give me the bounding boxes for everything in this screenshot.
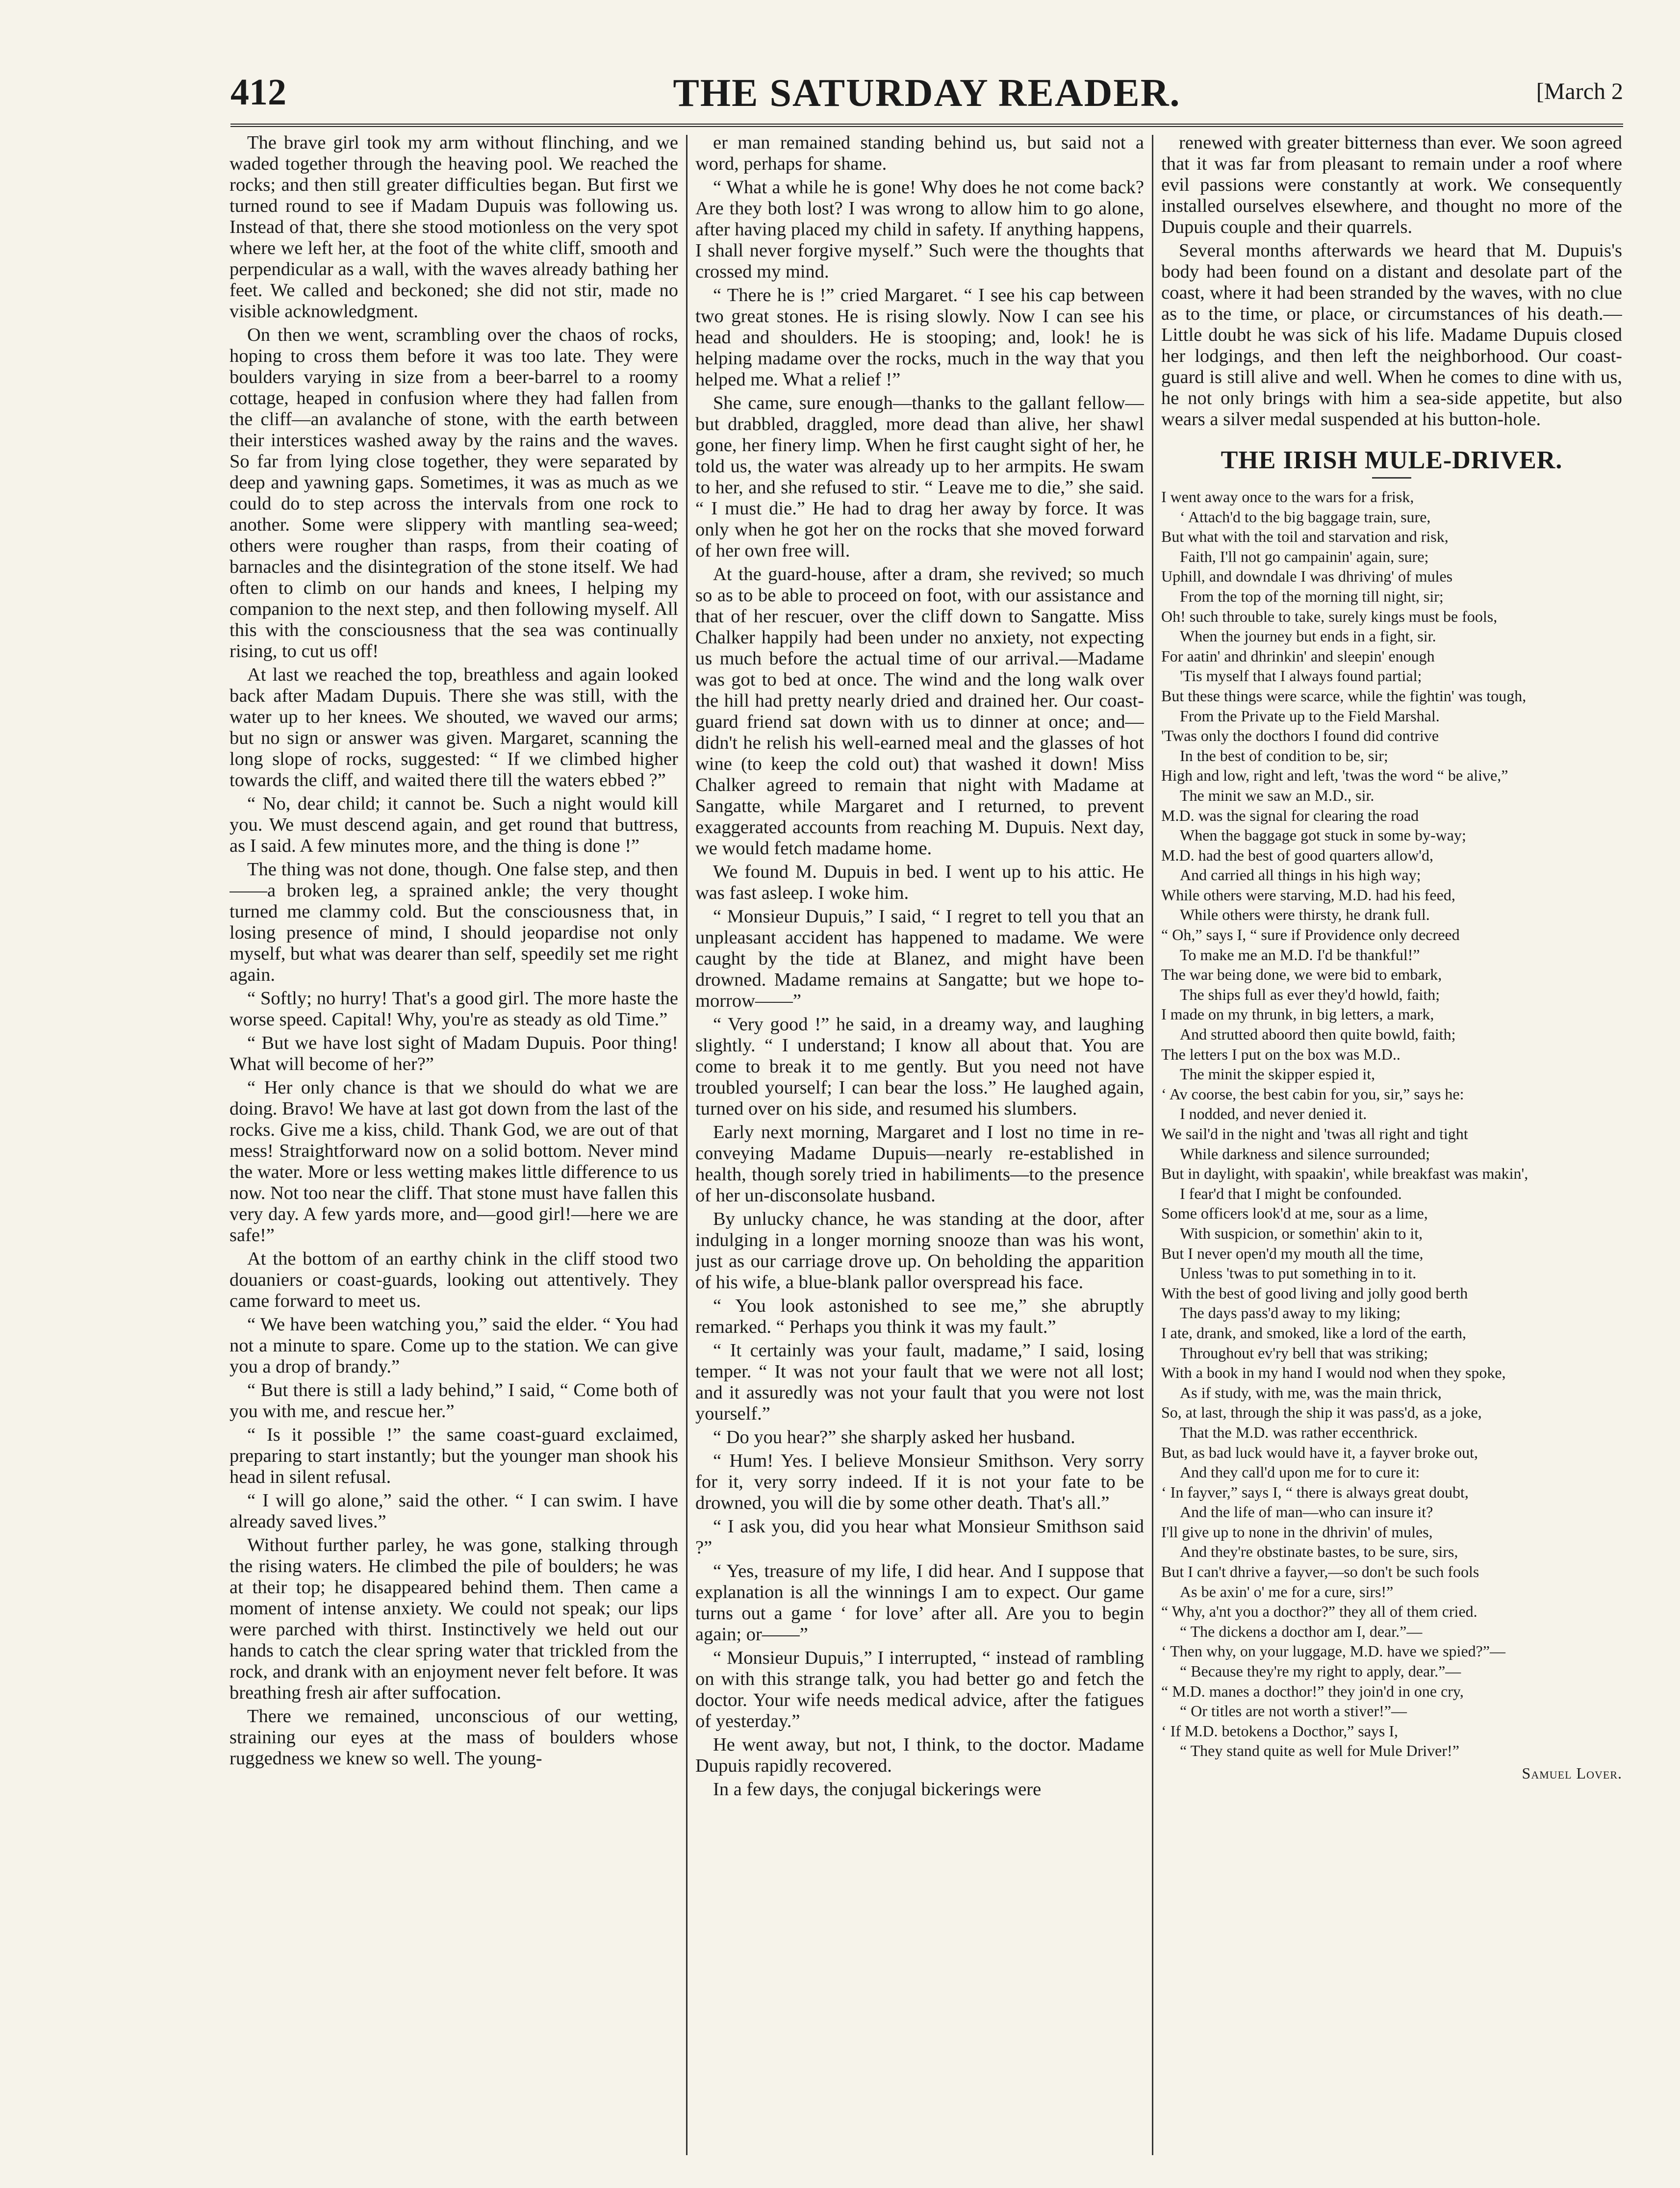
column-left [229,132,678,2163]
poem-line: Unless 'twas to put something in to it. [1180,1264,1417,1282]
poem-line: I fear'd that I might be confounded. [1180,1184,1402,1202]
poem-line: “ Because they're my right to apply, dear.”— [1180,1662,1461,1680]
poem-line: In the best of condition to be, sir; [1180,746,1388,764]
paragraph: The thing was not done, though. One false step, and then——a broken leg, a sprained ankle; the very thought turned me clammy cold. But the consciousness that, in losing presence of mind, I should jeopardise not only myself, but what was dearer than self, speedily set me right again. [229,859,678,985]
poem-line: Faith, I'll not go campainin' again, sure; [1180,547,1429,565]
poem-line: The war being done, we were bid to embark, [1161,966,1442,984]
paragraph: “ We have been watching you,” said the elder. “ You had not a minute to spare. Come up to the station. We can give you a drop of brandy.” [229,1314,678,1377]
paragraph: “ What a while he is gone! Why does he not come back? Are they both lost? I was wrong to allow him to go alone, after having placed my child in safety. If anything happens, I shall never forgive myself.” Such were the thoughts that crossed my mind. [695,177,1144,282]
paragraph: “ I will go alone,” said the other. “ I can swim. I have already saved lives.” [229,1490,678,1532]
title-divider [1372,477,1411,479]
poem-line: The days pass'd away to my liking; [1180,1304,1401,1322]
paragraph: In a few days, the conjugal bickerings were [713,1779,1042,1800]
poem-line: Oh! such throuble to take, surely kings must be fools, [1161,607,1498,625]
publication-title: THE SATURDAY READER. [673,72,1181,115]
poem-line: And the life of man—who can insure it? [1180,1503,1433,1521]
poem-line: 'Twas only the docthors I found did contrive [1161,727,1439,745]
poem-line: We sail'd in the night and 'twas all right and tight [1161,1125,1468,1143]
paragraph: “ No, dear child; it cannot be. Such a night would kill you. We must descend again, and get round that buttress, as I said. A few minutes more, and the thing is done !” [229,793,678,856]
poem-line: And strutted aboord then quite bowld, faith; [1180,1025,1456,1043]
poem-line: As be axin' o' me for a cure, sirs!” [1180,1582,1394,1601]
paragraph: Early next morning, Margaret and I lost no time in re-conveying Madame Dupuis—nearly re-established in health, though sorely tried in habiliments—to the presence of her un-disconsolate husband. [695,1122,1144,1206]
poem-line: I nodded, and never denied it. [1180,1105,1367,1123]
poem-line: For aatin' and dhrinkin' and sleepin' enough [1161,647,1435,665]
poem-line: The letters I put on the box was M.D.. [1161,1045,1400,1063]
paragraph: “ Very good !” he said, in a dreamy way, and laughing slightly. “ I understand; I know all about that. You are come to break it to me gently. But you need not have troubled yourself; I can bear the loss.” He laughed again, turned over on his side, and resumed his slumbers. [695,1014,1144,1119]
page-header [230,71,1623,125]
paragraph: “ I ask you, did you hear what Monsieur Smithson said ?” [695,1516,1144,1558]
paragraph: “ It certainly was your fault, madame,” I said, losing temper. “ It was not your fault that we were not all lost; and it assuredly was not your fault that you were not lost yourself.” [695,1340,1144,1424]
poem-line: “ M.D. manes a docthor!” they join'd in one cry, [1161,1682,1464,1700]
poem-line: I'll give up to none in the dhrivin' of mules, [1161,1523,1433,1541]
column-divider [1152,135,1153,2155]
poem-line: While others were starving, M.D. had his feed, [1161,886,1455,904]
column-right [1161,132,1622,2163]
poem-line: High and low, right and left, 'twas the word “ be alive,” [1161,766,1508,785]
poem-line: Some officers look'd at me, sour as a lime, [1161,1204,1428,1222]
paragraph: “ Her only chance is that we should do what we are doing. Bravo! We have at last got down from the last of the rocks. Give me a kiss, child. Thank God, we are out of that mess! Straightforward now on a solid bottom. Never mind the water. More or less wetting makes little difference to us now. Not too near the cliff. That stone must have fallen this very day. A few yards more, and—good girl!—here we are safe!” [229,1077,678,1246]
poem-line: With suspicion, or somethin' akin to it, [1180,1224,1423,1242]
poem-line: But these things were scarce, while the fightin' was tough, [1161,687,1527,705]
poem-line: ‘ In fayver,” says I, “ there is always great doubt, [1161,1483,1469,1501]
poem-line: And they call'd upon me for to cure it: [1180,1463,1420,1481]
poem-title: THE IRISH MULE-DRIVER. [1221,446,1563,474]
poem-line: With the best of good living and jolly good berth [1161,1284,1468,1302]
poem-line: As if study, with me, was the main thrick, [1180,1383,1442,1401]
poem-line: “ Or titles are not worth a stiver!”— [1180,1702,1407,1720]
poem-line: While others were thirsty, he drank full. [1180,906,1430,924]
story-conclusion [1161,132,1622,430]
column-divider [686,135,687,2155]
poem-line: While darkness and silence surrounded; [1180,1145,1430,1163]
poem-line: When the journey but ends in a fight, sir. [1180,627,1436,645]
page-number: 412 [230,72,286,113]
poem-line: ‘ If M.D. betokens a Docthor,” says I, [1161,1722,1399,1740]
paragraph: “ Yes, treasure of my life, I did hear. And I suppose that explanation is all the winnings I am to expect. Our game turns out a game ‘ for love’ after all. Are you to begin again; or——” [695,1561,1144,1645]
poem-line: “ The dickens a docthor am I, dear.”— [1180,1622,1423,1640]
paragraph: On then we went, scrambling over the chaos of rocks, hoping to cross them before it was too late. They were boulders varying in size from a beer-barrel to a roomy cottage, heaped in confusion where they had fallen from the cliff—an avalanche of stone, with the earth between their interstices washed away by the rains and the waves. So far from lying close together, they were separated by deep and yawning gaps. Sometimes, it was as much as we could do to step across the intervals from one rock to another. Some were slippery with mantling sea-weed; others were rougher than rasps, from their coating of barnacles and the disintegration of the stone itself. We had often to climb on our hands and knees, I helping my companion to the next step, and then following myself. All this with the consciousness that the sea was continually rising, to cut us off! [229,325,678,661]
poem-line: But, as bad luck would have it, a fayver broke out, [1161,1443,1478,1461]
poem-line: ‘ Attach'd to the big baggage train, sure, [1180,508,1431,526]
header-rule [230,124,1623,127]
paragraph: Several months afterwards we heard that M. Dupuis's body had been found on a distant and desolate part of the coast, where it had been stranded by the waves, with no clue as to the time, or place, or circumstances of his death.—Little doubt he was sick of his life. Madame Dupuis closed her lodgings, and then left the neighborhood. Our coast-guard is still alive and well. When he comes to dine with us, he not only brings with him a sea-side appetite, but also wears a silver medal suspended at his button-hole. [1161,240,1622,430]
paragraph: “ But there is still a lady behind,” I said, “ Come both of you with me, and rescue her.” [229,1380,678,1422]
poem-line: From the Private up to the Field Marshal. [1180,707,1440,725]
poem-line: I went away once to the wars for a frisk, [1161,488,1414,506]
poem-line: I ate, drank, and smoked, like a lord of the earth, [1161,1323,1466,1342]
poem-line: The minit we saw an M.D., sir. [1180,786,1375,804]
paragraph: “ Monsieur Dupuis,” I interrupted, “ instead of rambling on with this strange talk, you had better go and fetch the doctor. Your wife needs medical advice, after the fatigues of yesterday.” [695,1648,1144,1731]
paragraph: She came, sure enough—thanks to the gallant fellow—but drabbled, draggled, more dead than alive, her shawl gone, her finery limp. When he first caught sight of her, he told us, the water was already up to her armpits. He swam to her, and she refused to stir. “ Leave me to die,” she said. “ I must die.” He had to drag her away by force. It was only when he got her on the rocks that she moved forward of her own free will. [695,393,1144,561]
poem-line: And they're obstinate bastes, to be sure, sirs, [1180,1543,1458,1561]
poem-line: The ships full as ever they'd howld, faith; [1180,985,1440,1003]
poem-line: Uphill, and downdale I was dhriving' of mules [1161,567,1453,585]
paragraph: There we remained, unconscious of our wetting, straining our eyes at the mass of boulders whose ruggedness we knew so well. The young- [229,1706,678,1769]
paragraph: Without further parley, he was gone, stalking through the rising waters. He climbed the pile of boulders; he was at their top; he disappeared behind them. Then came a moment of intense anxiety. We could not speak; our lips were parched with thirst. Instinctively we held out our hands to catch the clear spring water that trickled from the rock, and drank with an enjoyment never felt before. It was breathing fresh air after suffocation. [229,1535,678,1703]
poem-line: But I never open'd my mouth all the time, [1161,1244,1424,1262]
poem-line: ‘ Then why, on your luggage, M.D. have we spied?”— [1161,1642,1506,1660]
paragraph: He went away, but not, I think, to the doctor. Madame Dupuis rapidly recovered. [695,1734,1144,1776]
paragraph: “ You look astonished to see me,” she abruptly remarked. “ Perhaps you think it was my fault.” [695,1296,1144,1337]
paragraph: At last we reached the top, breathless and again looked back after Madam Dupuis. There she was still, with the water up to her knees. We shouted, we waved our arms; but no sign or answer was given. Margaret, scanning the long slope of rocks, suggested: “ If we climbed higher towards the cliff, and waited there till the waters ebbed ?” [229,664,678,790]
poem-line: 'Tis myself that I always found partial; [1180,667,1422,685]
paragraph: renewed with greater bitterness than ever. We soon agreed that it was far from pleasant to remain under a roof where evil passions were constantly at work. We consequently installed ourselves elsewhere, and thought no more of the Dupuis couple and their quarrels. [1161,132,1622,237]
poem-line: So, at last, through the ship it was pass'd, as a joke, [1161,1403,1482,1422]
poem-line: And carried all things in his high way; [1180,866,1421,884]
poem-line: But in daylight, with spaakin', while breakfast was makin', [1161,1165,1528,1183]
paragraph: “ Softly; no hurry! That's a good girl. The more haste the worse speed. Capital! Why, you're as steady as old Time.” [229,988,678,1030]
column-middle [695,132,1144,2163]
paragraph: At the guard-house, after a dram, she revived; so much so as to be able to proceed on foot, with our assistance and that of her rescuer, over the cliff down to Sangatte. Miss Chalker happily had been under no anxiety, not expecting us much before the actual time of our arrival.—Madame was got to bed at once. The wind and the long walk over the hill had pretty nearly dried and drained her. Our coast-guard friend sat down with us to dinner at once; and—didn't he relish his well-earned meal and the glasses of hot wine (to keep the cold out) that washed it down! Miss Chalker agreed to remain that night with Madame at Sangatte, while Margaret and I returned, to prevent exaggerated accounts from reaching M. Dupuis. Next day, we would fetch madame home. [695,564,1144,859]
paragraph: “ But we have lost sight of Madam Dupuis. Poor thing! What will become of her?” [229,1033,678,1074]
poem-line: ‘ Av coorse, the best cabin for you, sir,” says he: [1161,1085,1464,1103]
poem-line: “ Oh,” says I, “ sure if Providence only decreed [1161,926,1460,944]
poem-line: M.D. had the best of good quarters allow'd, [1161,846,1433,864]
paragraph: “ Is it possible !” the same coast-guard exclaimed, preparing to start instantly; but the younger man shook his head in silent refusal. [229,1425,678,1487]
poem-line: When the baggage got stuck in some by-way; [1180,826,1466,844]
poem-line: But what with the toil and starvation and risk, [1161,528,1449,546]
poem-line: The minit the skipper espied it, [1180,1065,1375,1083]
poem-line: With a book in my hand I would nod when they spoke, [1161,1364,1506,1382]
poem-line: Throughout ev'ry bell that was striking; [1180,1344,1428,1362]
paragraph: “ Monsieur Dupuis,” I said, “ I regret to tell you that an unpleasant accident has happened to madame. We were caught by the tide at Blanez, and might have been drowned. Madame remains at Sangatte; but we hope to-morrow——” [695,906,1144,1011]
poem-line: From the top of the morning till night, sir; [1180,587,1444,605]
poem-line: But I can't dhrive a fayver,—so don't be such fools [1161,1563,1479,1581]
poem-line: That the M.D. was rather eccenthrick. [1180,1423,1418,1441]
poem-line: “ Why, a'nt you a docthor?” they all of them cried. [1161,1603,1477,1621]
poem-line: I made on my thrunk, in big letters, a mark, [1161,1005,1434,1023]
poem-author: Samuel Lover. [1522,1764,1622,1782]
paragraph: At the bottom of an earthy chink in the cliff stood two douaniers or coast-guards, looking out attentively. They came forward to meet us. [229,1248,678,1311]
paragraph: By unlucky chance, he was standing at the door, after indulging in a longer morning snooze than was his wont, just as our carriage drove up. On beholding the apparition of his wife, a blue-blank pallor overspread his face. [695,1209,1144,1293]
paragraph: er man remained standing behind us, but said not a word, perhaps for shame. [695,132,1144,174]
poem-line: M.D. was the signal for clearing the road [1161,806,1419,824]
paragraph: “ Do you hear?” she sharply asked her husband. [713,1427,1075,1448]
paragraph: The brave girl took my arm without flinching, and we waded together through the heaving pool. We reached the rocks; and then still greater difficulties began. But first we turned round to see if Madam Dupuis was following us. Instead of that, there she stood motionless on the very spot where we left her, at the foot of the white cliff, smooth and perpendicular as a wall, with the waves already bathing her feet. We called and beckoned; she did not stir, made no visible acknowledgment. [229,132,678,322]
poem-body [1161,487,1622,1761]
issue-date: [March 2 [1536,78,1623,104]
poem-line: To make me an M.D. I'd be thankful!” [1180,945,1420,964]
paragraph: “ There he is !” cried Margaret. “ I see his cap between two great stones. He is rising slowly. Now I can see his head and shoulders. He is stooping; and, look! he is helping madame over the rocks, much in the way that you helped me. What a relief !” [695,285,1144,390]
paragraph: “ Hum! Yes. I believe Monsieur Smithson. Very sorry for it, very sorry indeed. If it is not your fate to be drowned, you will die by some other death. That's all.” [695,1450,1144,1513]
paragraph: We found M. Dupuis in bed. I went up to his attic. He was fast asleep. I woke him. [695,862,1144,903]
poem-line: “ They stand quite as well for Mule Driver!” [1180,1742,1459,1760]
